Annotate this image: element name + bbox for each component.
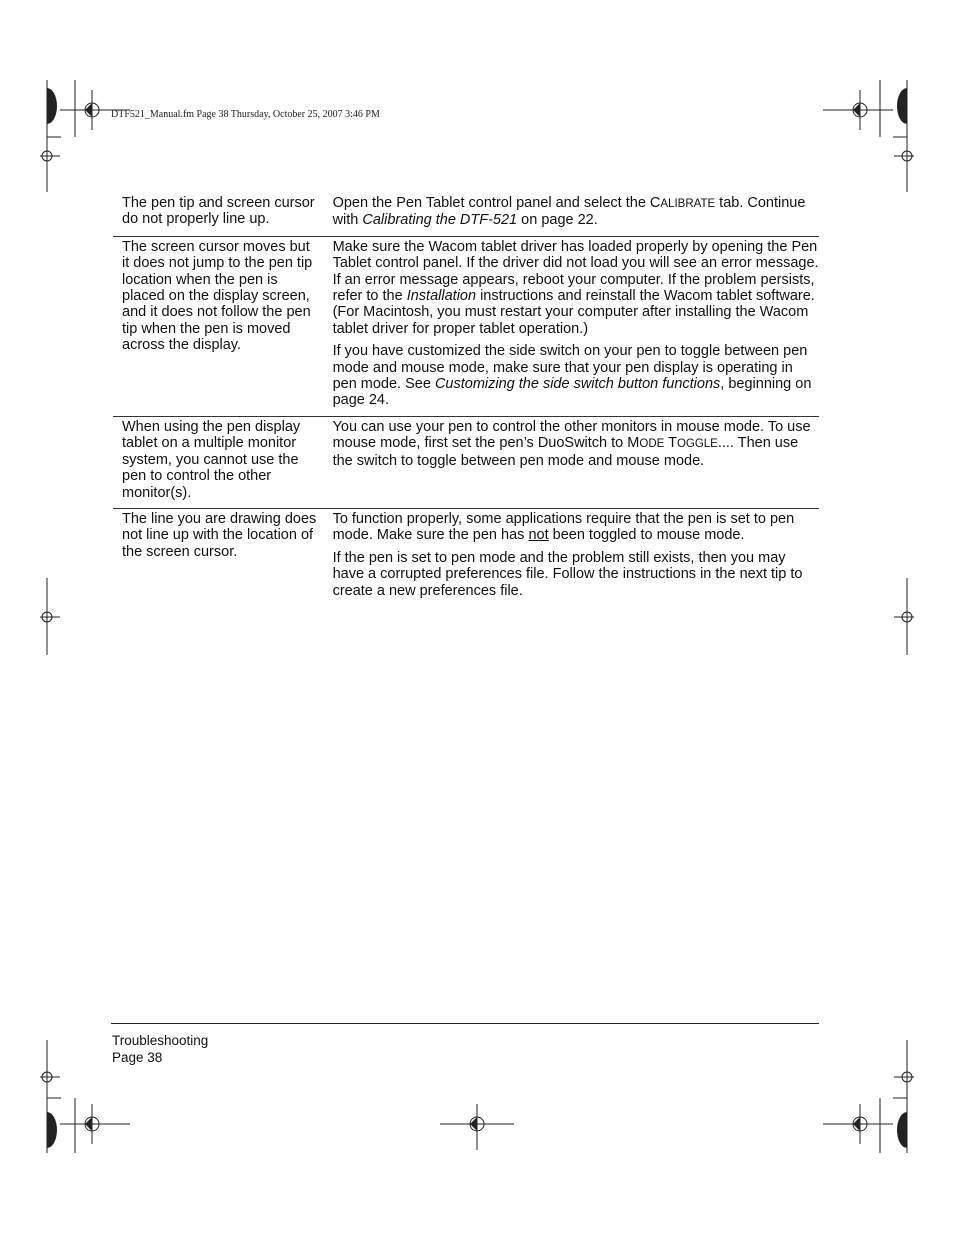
table-row (113, 237, 819, 417)
solution-cell (333, 511, 819, 599)
solution-text: If you have customized the side switch on your pen to toggle between pen mode and mouse mode, make sure that your pen display is operating in pen mode. See Customizing the side switch button functions, beginning on page 24. (332, 343, 812, 409)
table-row (113, 195, 819, 237)
cross-reference: Installation (406, 288, 477, 305)
solution-text: To function properly, some applications require that the pen is set to pen mode. Make sure the pen has not been toggled to mouse mode. (332, 510, 795, 544)
solution-text: You can use your pen to control the other monitors in mouse mode. To use mouse mode, first set the pen’s DuoSwitch to MODE TOGGLE.... Then use the switch to toggle between pen mode and mouse mode. (332, 418, 811, 469)
cross-reference: Customizing the side switch button functions (434, 376, 721, 393)
solution-cell (333, 419, 819, 501)
page-footer (112, 1032, 208, 1066)
solution-cell (333, 239, 819, 409)
table-row (113, 509, 819, 606)
problem-cell: The line you are drawing does not line up with the location of the screen cursor. (122, 510, 317, 560)
emphasis: not (528, 527, 549, 544)
footer-page-number: Page 38 (112, 1050, 163, 1065)
solution-text: Open the Pen Tablet control panel and select the CALIBRATE tab. Continue with Calibrating the DTF-521 on page 22. (332, 195, 806, 229)
problem-cell: The screen cursor moves but it does not jump to the pen tip location when the pen is placed on the display screen, and it does not follow the pen tip when the pen is moved across the display. (122, 238, 313, 354)
table-row (113, 417, 819, 509)
footer-rule (111, 1023, 819, 1024)
footer-section: Troubleshooting (112, 1033, 209, 1048)
troubleshooting-table (113, 195, 819, 606)
problem-cell: The pen tip and screen cursor do not properly line up. (122, 195, 315, 228)
solution-text: Make sure the Wacom tablet driver has loaded properly by opening the Pen Tablet control panel. If the driver did not load you will see an error message. If an error message appears, reboot your computer. If the problem persists, refer to the Installation instructions and reinstall the Wacom tablet software. (For Macintosh, you must restart your computer after installing the Wacom tablet driver for proper tablet operation.) (332, 238, 819, 337)
solution-text: If the pen is set to pen mode and the problem still exists, then you may have a corrupted preferences file. Follow the instructions in the next tip to create a new preferences file. (332, 549, 803, 599)
solution-cell (333, 195, 819, 229)
cross-reference: Calibrating the DTF-521 (362, 212, 518, 229)
print-slug: DTF521_Manual.fm Page 38 Thursday, October 25, 2007 3:46 PM (111, 109, 380, 120)
problem-cell: When using the pen display tablet on a multiple monitor system, you cannot use the pen to control the other monitor(s). (122, 418, 301, 501)
